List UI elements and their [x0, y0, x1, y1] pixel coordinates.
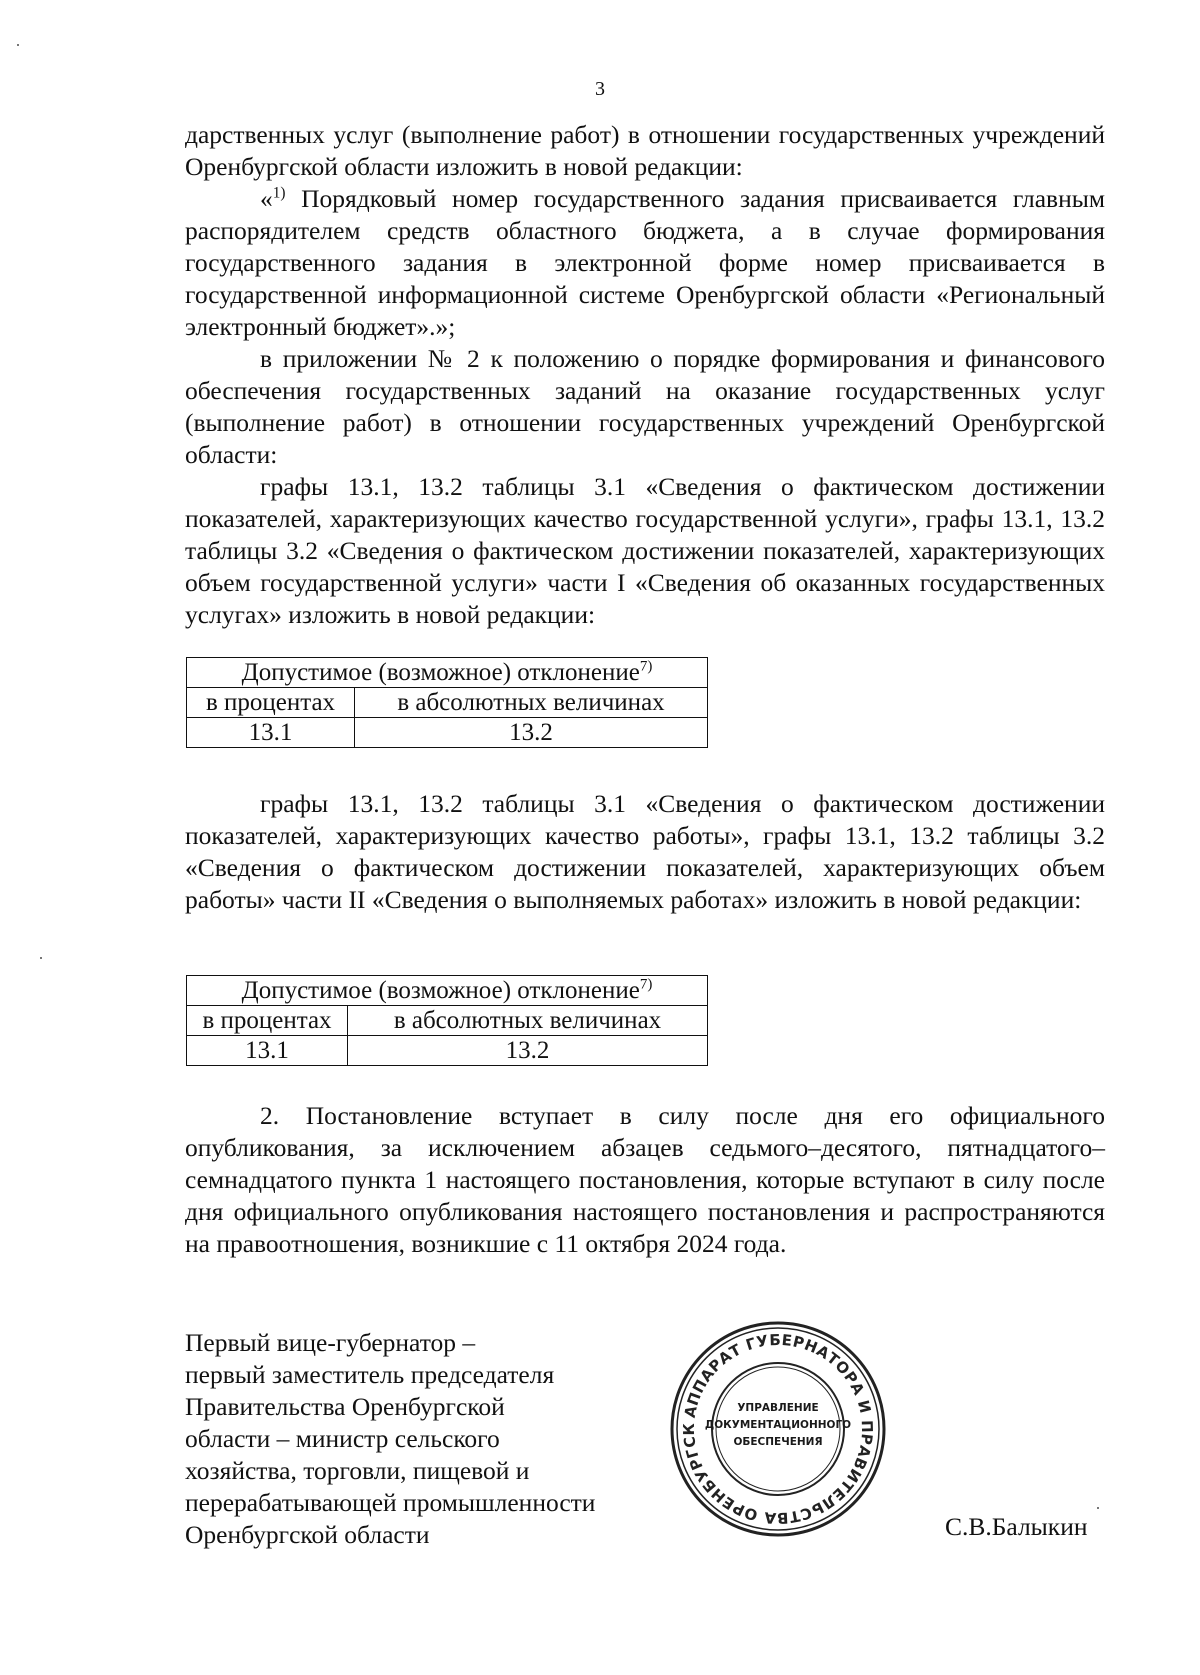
paragraph-columns-part1: графы 13.1, 13.2 таблицы 3.1 «Сведения о фактическом достижении показателей, характеризующих качество государственной услуги», графы 13.1, 13.2 таблицы 3.2 «Сведения о фактическом достижении показателей, характеризующих объем государственной услуги» части I «Сведения об оказанных государственных услугах» изложить в новой редакции:	[185, 472, 1105, 629]
signatory-title	[185, 1327, 655, 1551]
final-text-block	[185, 1100, 1105, 1260]
signatory-line: первый заместитель председателя	[185, 1360, 555, 1389]
deviation-table-1	[186, 657, 708, 748]
page-number: 3	[595, 78, 605, 100]
column-absolute-number: 13.2	[348, 1036, 708, 1066]
paragraph-effective-date: 2. Постановление вступает в силу после дня его официального опубликования, за исключением абзацев седьмого–десятого, пятнадцатого–семнадцатого пункта 1 настоящего постановления, которые вступают в силу после дня официального опубликования настоящего постановления и распространяются на правоотношения, возникшие с 11 октября 2024 года.	[185, 1101, 1105, 1258]
table-header: Допустимое (возможное) отклонение$^{7)}$	[187, 658, 708, 688]
signatory-line: Оренбургской области	[185, 1520, 430, 1549]
column-absolute-label: в абсолютных величинах	[348, 1006, 708, 1036]
column-absolute-number: 13.2	[355, 718, 708, 748]
signatory-line: Правительства Оренбургской	[185, 1392, 505, 1421]
column-absolute-label: в абсолютных величинах	[355, 688, 708, 718]
opening-quote: «	[260, 184, 273, 213]
signatory-line: хозяйства, торговли, пищевой и	[185, 1456, 530, 1485]
paragraph-intro: дарственных услуг (выполнение работ) в отношении государственных учреждений Оренбургской области изложить в новой редакции:	[185, 120, 1105, 181]
stamp-center-text: УПРАВЛЕНИЕ ДОКУМЕНТАЦИОННОГО ОБЕСПЕЧЕНИЯ	[704, 1402, 852, 1448]
signer-name: С.В.Балыкин	[945, 1512, 1088, 1541]
middle-text-block	[185, 788, 1105, 916]
table-header: Допустимое (возможное) отклонение$^{7)}$	[187, 976, 708, 1006]
paragraph-columns-part2: графы 13.1, 13.2 таблицы 3.1 «Сведения о фактическом достижении показателей, характеризующих качество работы», графы 13.1, 13.2 таблицы 3.2 «Сведения о фактическом достижении показателей, характеризующих объем работы» части II «Сведения о выполняемых работах» изложить в новой редакции:	[185, 789, 1105, 914]
scan-speck	[17, 44, 19, 46]
signatory-line: Первый вице-губернатор –	[185, 1328, 476, 1357]
stamp-ring-text: АППАРАТ ГУБЕРНАТОРА И ПРАВИТЕЛЬСТВА ОРЕНБУРГСК	[679, 1330, 877, 1528]
footnote-marker: 1)	[272, 184, 286, 202]
column-percent-number: 13.1	[187, 718, 355, 748]
footnote-text: Порядковый номер государственного задания присваивается главным распорядителем средств областного бюджета, а в случае формирования государственного задания в электронной форме номер присваивается в государственной информационной системе Оренбургской области «Региональный электронный бюджет».»;	[185, 184, 1105, 341]
top-text-block	[185, 119, 1105, 631]
scan-speck	[1097, 1507, 1099, 1509]
scan-speck	[40, 957, 42, 959]
paragraph-appendix: в приложении № 2 к положению о порядке формирования и финансового обеспечения государственных заданий на оказание государственных услуг (выполнение работ) в отношении государственных учреждений Оренбургской области:	[185, 344, 1105, 469]
signatory-line: перерабатывающей промышленности	[185, 1488, 596, 1517]
paragraph-quoted-footnote	[185, 183, 1105, 343]
column-percent-label: в процентах	[187, 688, 355, 718]
column-percent-number: 13.1	[187, 1036, 348, 1066]
deviation-table-2	[186, 975, 708, 1066]
official-stamp	[667, 1318, 889, 1540]
signatory-line: области – министр сельского	[185, 1424, 500, 1453]
column-percent-label: в процентах	[187, 1006, 348, 1036]
